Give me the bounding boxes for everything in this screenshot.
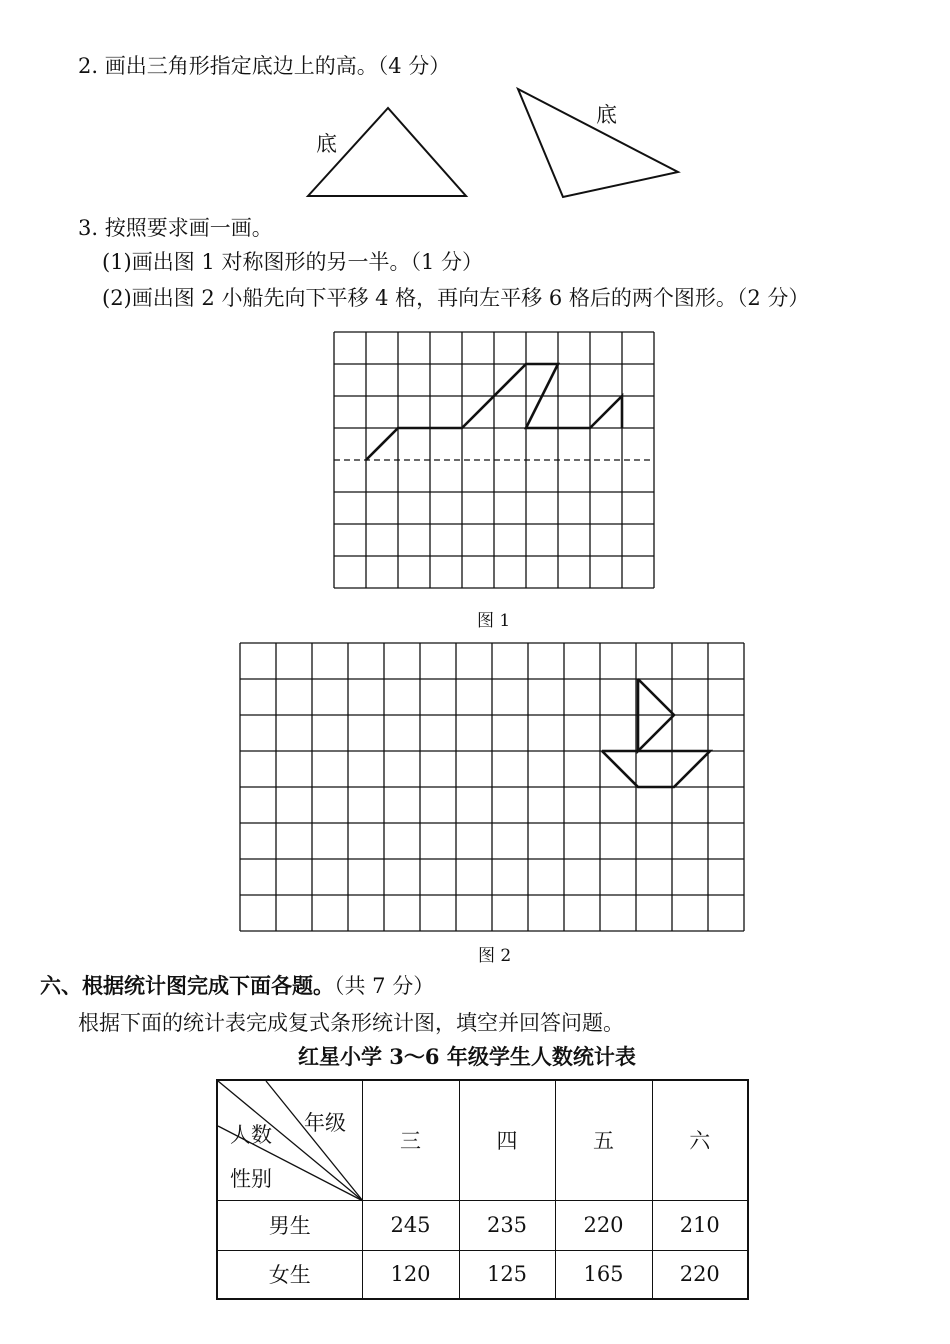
section6-points: （共 7 分） xyxy=(334,974,435,998)
table-cell: 120 xyxy=(362,1250,459,1299)
row-label: 女生 xyxy=(217,1250,362,1299)
triangle-2-base-label: 底 xyxy=(596,103,617,127)
table-cell: 220 xyxy=(652,1250,748,1299)
column-header: 四 xyxy=(459,1080,555,1200)
corner-label-grade: 年级 xyxy=(304,1111,346,1135)
section6-heading xyxy=(40,972,434,1000)
figure-1-grid xyxy=(333,331,657,591)
table-cell: 210 xyxy=(652,1200,748,1250)
table-title: 红星小学 3～6 年级学生人数统计表 xyxy=(298,1044,636,1069)
q3-part1: (1)画出图 1 对称图形的另一半。（1 分） xyxy=(102,250,483,274)
q3-title: 3. 按照要求画一画。 xyxy=(78,216,273,240)
section6-instruction: 根据下面的统计表完成复式条形统计图，填空并回答问题。 xyxy=(78,1011,624,1035)
table-corner-cell xyxy=(217,1080,362,1200)
column-header: 六 xyxy=(652,1080,748,1200)
sailboat-hull xyxy=(602,751,710,787)
student-count-table xyxy=(216,1079,749,1300)
triangle-1-base-label: 底 xyxy=(316,132,337,156)
section6-heading-text: 六、根据统计图完成下面各题。 xyxy=(40,973,334,998)
table-cell: 235 xyxy=(459,1200,555,1250)
figure-1-caption: 图 1 xyxy=(477,611,511,631)
figure-2-grid xyxy=(240,643,747,929)
column-header: 五 xyxy=(555,1080,652,1200)
row-label: 男生 xyxy=(217,1200,362,1250)
corner-label-gender: 性别 xyxy=(230,1167,272,1191)
table-row-boys xyxy=(217,1200,748,1250)
table-header-row xyxy=(217,1080,748,1200)
sailboat-shape xyxy=(602,679,710,787)
q3-part2: (2)画出图 2 小船先向下平移 4 格，再向左平移 6 格后的两个图形。（2 分） xyxy=(102,286,810,310)
corner-label-count: 人数 xyxy=(230,1123,272,1147)
table-cell: 125 xyxy=(459,1250,555,1299)
table-row-girls xyxy=(217,1250,748,1299)
q2-title: 2. 画出三角形指定底边上的高。（4 分） xyxy=(78,54,451,78)
table-cell: 220 xyxy=(555,1200,652,1250)
column-header: 三 xyxy=(362,1080,459,1200)
table-cell: 165 xyxy=(555,1250,652,1299)
figure-2-caption: 图 2 xyxy=(478,946,512,966)
table-cell: 245 xyxy=(362,1200,459,1250)
